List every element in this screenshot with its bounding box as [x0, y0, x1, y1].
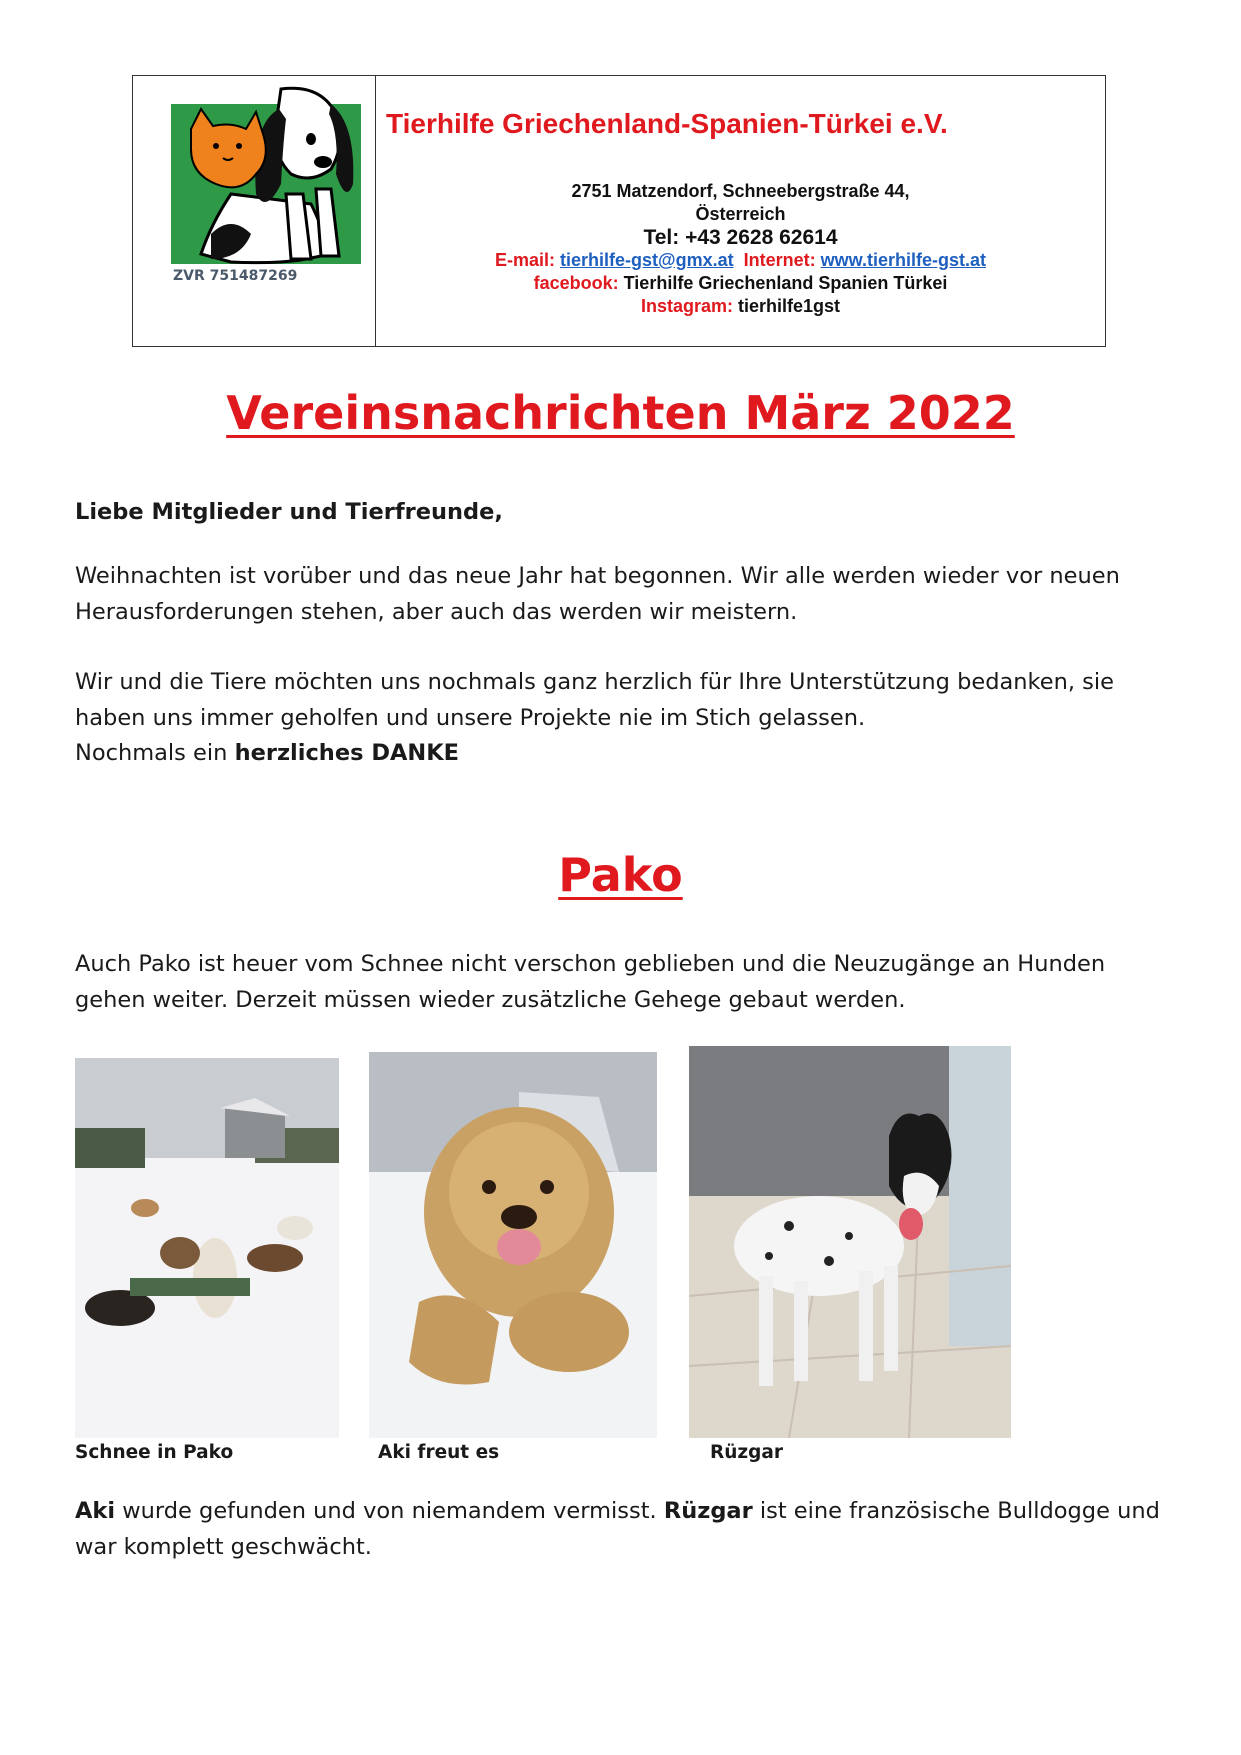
photo-caption: Rüzgar [710, 1442, 784, 1463]
thanks-line [75, 736, 1175, 772]
email-internet-line [376, 249, 1105, 272]
greeting: Liebe Mitglieder und Tierfreunde, [75, 499, 503, 525]
email-link[interactable]: tierhilfe-gst@gmx.at [560, 250, 734, 270]
dog-name-aki: Aki [75, 1498, 116, 1524]
letterhead [132, 75, 1106, 347]
facebook-name: Tierhilfe Griechenland Spanien Türkei [623, 273, 948, 293]
registration-number: ZVR 751487269 [173, 268, 298, 284]
contact-lines [376, 180, 1105, 318]
email-label: E-mail: [495, 250, 556, 270]
facebook-label: facebook: [533, 273, 619, 293]
organization-name: Tierhilfe Griechenland-Spanien-Türkei e.V. [386, 108, 948, 139]
dog-name-ruezgar: Rüzgar [663, 1498, 753, 1524]
closing-paragraph [75, 1494, 1175, 1565]
phone-number: Tel: +43 2628 62614 [643, 226, 838, 249]
spotted-dog-image-icon [689, 1046, 1011, 1438]
paragraph-thanks: Wir und die Tiere möchten uns nochmals ganz herzlich für Ihre Unterstützung bedanken, sie haben uns immer geholfen und unsere Projekte nie im Stich gelassen. [75, 669, 1114, 731]
thanks-prefix: Nochmals ein [75, 740, 228, 766]
internet-label: Internet: [743, 250, 816, 270]
photo-ruezgar [689, 1046, 1011, 1438]
closing-text-2: ist eine französische Bulldogge und war komplett geschwächt. [75, 1498, 1160, 1560]
section-title-pako: Pako [558, 848, 683, 902]
closing-text-1: wurde gefunden und von niemandem vermisst. [115, 1498, 664, 1524]
photo-aki [369, 1052, 657, 1438]
photo-caption: Schnee in Pako [75, 1442, 234, 1463]
thanks-bold: herzliches DANKE [234, 740, 460, 766]
country-line: Österreich [695, 204, 786, 224]
photo-caption: Aki freut es [378, 1442, 500, 1463]
page-title: Vereinsnachrichten März 2022 [226, 386, 1015, 440]
logo-cell [133, 76, 376, 346]
paragraph-intro: Weihnachten ist vorüber und das neue Jahr hat begonnen. Wir alle werden wieder vor neuen Herausforderungen stehen, aber auch das werden wir meistern. [75, 563, 1120, 625]
contact-info [376, 76, 1105, 346]
instagram-name: tierhilfe1gst [738, 296, 841, 316]
website-link[interactable]: www.tierhilfe-gst.at [820, 250, 986, 270]
golden-dog-image-icon [369, 1052, 657, 1438]
pako-paragraph: Auch Pako ist heuer vom Schnee nicht verschon geblieben und die Neuzugänge an Hunden gehen weiter. Derzeit müssen wieder zusätzliche Gehege gebaut werden. [75, 951, 1106, 1013]
facebook-line [376, 272, 1105, 295]
instagram-label: Instagram: [640, 296, 733, 316]
address-line: 2751 Matzendorf, Schneebergstraße 44, [571, 181, 910, 201]
snow-dogs-image-icon [75, 1058, 339, 1438]
photo-snow-pako [75, 1058, 339, 1438]
instagram-line [376, 295, 1105, 318]
logo-dog-cat-icon [171, 84, 369, 272]
